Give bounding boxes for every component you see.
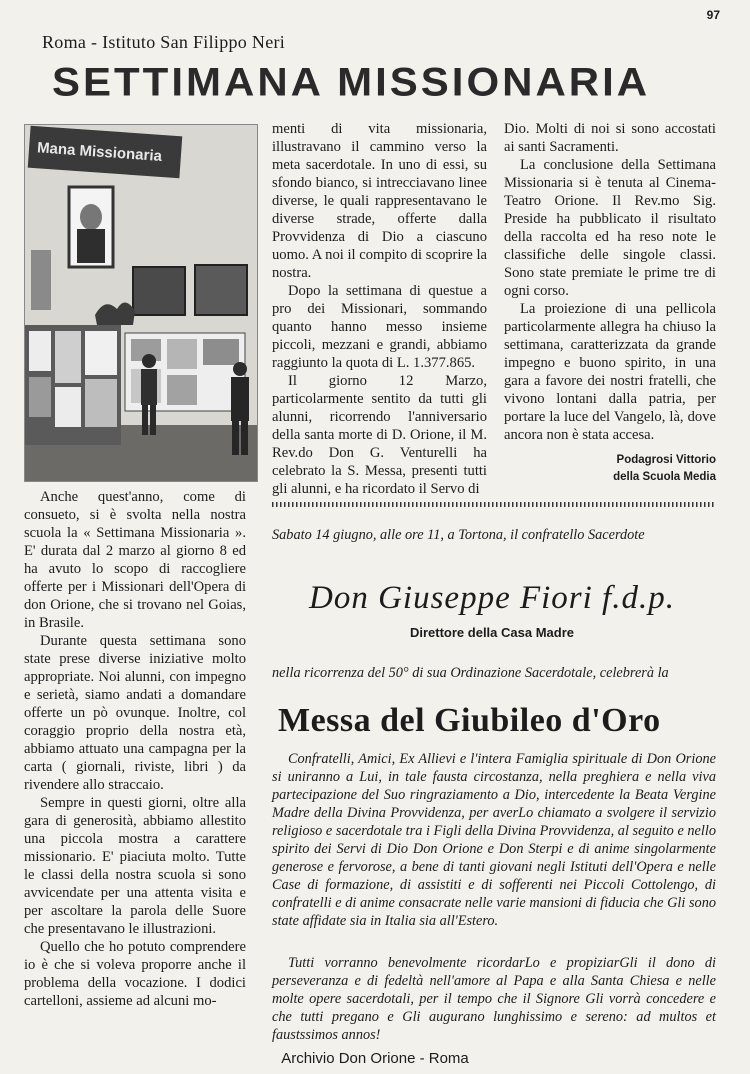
col3-paragraph: La proiezione di una pellicola particolarmente allegra ha chiuso la settimana, caratterizzata da grande impegno e buono spirito, in una gara a favore dei nostri fratelli, che vivono lontani dalla patria, per portare la luce del Vangelo, là, dove ancora non è stata accesa. [504,301,716,443]
col2-paragraph: Dopo la settimana di questue a pro dei Missionari, sommando quanto hanno messo insieme piccoli, mezzani e grandi, abbiamo raggiunto la quota di L. 1.377.865. [272,283,487,371]
article-kicker: Roma - Istituto San Filippo Neri [42,32,286,52]
notice-title: Messa del Giubileo d'Oro [278,702,661,739]
article-column-1 [24,488,246,1010]
col1-paragraph: Quello che ho potuto comprendere io è che si voleva proporre anche il problema della vocazione. I dodici cartelloni, assieme ad alcuni mo- [24,939,246,1009]
col3-paragraph: La conclusione della Settimana Missionaria si è tenuta al Cinema-Teatro Orione. Il Rev.mo Sig. Preside ha pubblicato il risultato della raccolta ed ha reso note le classifiche delle singole classi. Sono state premiate le prime tre di ogni corso. [504,157,716,299]
notice-intro: Sabato 14 giugno, alle ore 11, a Tortona, il confratello Sacerdote [272,527,645,543]
col2-paragraph: Il giorno 12 Marzo, particolarmente sentito da tutti gli alunni, ricorrendo l'anniversario della santa morte di D. Orione, il M. Rev.do Don G. Venturelli ha celebrato la S. Messa, presenti tutti gli alunni, e ha ricordato il Servo di [272,373,487,497]
signature-school: della Scuola Media [613,471,716,483]
col1-paragraph: Durante questa settimana sono state prese diverse iniziative molto appropriate. Noi alunni, con impegno e serietà, siamo andati a domandare offerte un pò ovunque. Inoltre, col coraggio proprio della nostra età, abbiamo attuato una campagna per la carta ( giornali, riviste, libri ) da rivendere allo straccaio. [24,633,246,793]
notice-role: Direttore della Casa Madre [409,625,574,640]
signature-name: Podagrosi Vittorio [616,454,716,466]
notice-occasion: nella ricorrenza del 50° di sua Ordinazione Sacerdotale, celebrerà la [272,665,669,681]
article-headline: SETTIMANA MISSIONARIA [52,59,651,104]
notice-name: Don Giuseppe Fiori f.d.p. [309,580,675,616]
article-signature [504,452,716,486]
banner-text: Mana Missionaria [36,139,163,165]
col1-paragraph: Sempre in questi giorni, oltre alla gara di generosità, abbiamo allestito una piccola mostra a carattere missionario. E' piaciuta molto. Tutte le classi della nostra scuola si sono avvicendate per una attenta visita e per ascoltare la parola delle Suore che presentavano le illustrazioni. [24,795,246,937]
col3-paragraph: Dio. Molti di noi si sono accostati ai santi Sacramenti. [504,121,716,155]
col1-paragraph: Anche quest'anno, come di consueto, si è svolta nella nostra scuola la « Settimana Missionaria ». E' durata dal 2 marzo al giorno 8 ed ha avuto lo scopo di raccogliere offerte per i Missionari dell'Opera di don Orione, che si trovano nel Goias, in Brasile. [24,489,246,631]
page-number: 97 [706,8,720,22]
exhibition-photo [24,124,258,482]
notice-body-2: Tutti vorranno benevolmente ricordarLo e propiziarGli il dono di perseveranza e di fedeltà nell'amore al Papa e alla Santa Chiesa e nelle molte opere sacerdotali, per il tempo che il Signore Gli vorrà concedere e che tutti pregano e Gli augurano lunghissimo e sereno: ad multos et faustssimos annos! [272,955,716,1043]
col2-paragraph: menti di vita missionaria, illustravano il cammino verso la meta sacerdotale. In uno di essi, su sfondo bianco, si intrecciavano linee diverse, le quali rappresentavano le diverse strade, offerte dalla Provvidenza di Dio a ciascuno uomo. A noi il compito di scoprire la nostra. [272,121,487,281]
exhibition-photo-drawing [25,125,257,481]
article-column-2 [272,120,487,498]
archive-footer: Archivio Don Orione - Roma [281,1050,469,1067]
section-divider [272,502,716,507]
article-column-3 [504,120,716,444]
notice-body-1: Confratelli, Amici, Ex Allievi e l'intera Famiglia spirituale di Don Orione si uniranno a Lui, in tale fausta circostanza, nella preghiera e nella viva partecipazione del Suo ringraziamento a Dio, intercedente la Beata Vergine Madre della Divina Provvidenza, per averLo chiamato a svolgere il servizio religioso e sacerdotale tra i Figli della Divina Provvidenza, al seguito e nello spirito dei Servi di Dio Don Orione e Don Sterpi e di anime singolarmente generose e fervorose, a bene di tanti giovani negli Istituti dell'Opera e nelle Case di formazione, di assistiti e di sofferenti nei Piccoli Cottolengo, di confratelli e di anime consacrate nelle varie mansioni di fiducia che Gli sono state affidate sia in Italia sia all'Estero. [272,751,716,929]
